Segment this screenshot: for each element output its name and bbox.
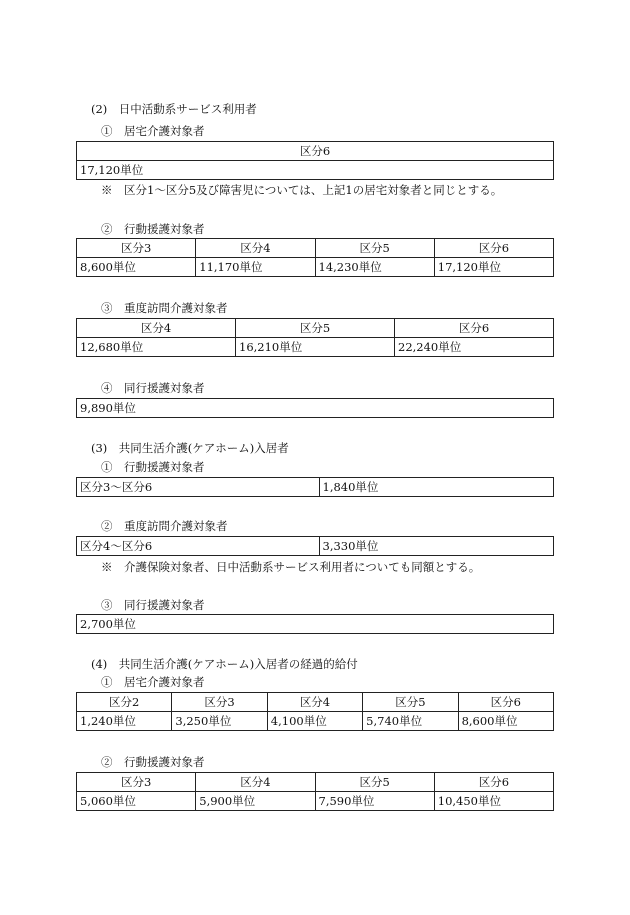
value-cell: 8,600単位 <box>77 258 196 277</box>
value-cell: 17,120単位 <box>434 258 553 277</box>
value-cell: 22,240単位 <box>395 338 554 357</box>
header-cell: 区分3 <box>172 693 267 712</box>
header-cell: 区分4 <box>267 693 362 712</box>
value-cell: 9,890単位 <box>77 399 554 418</box>
value-cell: 12,680単位 <box>77 338 236 357</box>
s2-c-title: ③ 重度訪問介護対象者 <box>101 301 228 315</box>
header-cell: 区分6 <box>395 319 554 338</box>
header-cell: 区分6 <box>434 773 553 792</box>
header-cell: 区分5 <box>315 239 434 258</box>
value-cell: 1,240単位 <box>77 712 172 731</box>
label-cell: 区分4〜区分6 <box>77 537 320 556</box>
s4-b-title: ② 行動援護対象者 <box>101 755 205 769</box>
header-cell: 区分2 <box>77 693 172 712</box>
s4-a-table <box>76 692 554 731</box>
s2-b-table <box>76 238 554 277</box>
value-cell: 8,600単位 <box>458 712 553 731</box>
section-4-heading: (4) 共同生活介護(ケアホーム)入居者の経過的給付 <box>91 657 358 671</box>
header-cell: 区分6 <box>458 693 553 712</box>
s2-c-table <box>76 318 554 357</box>
value-cell: 5,740単位 <box>363 712 458 731</box>
header-cell: 区分5 <box>363 693 458 712</box>
s3-a-title: ① 行動援護対象者 <box>101 460 205 474</box>
label-cell: 区分3〜区分6 <box>77 478 320 497</box>
s4-b-table <box>76 772 554 811</box>
header-cell: 区分5 <box>236 319 395 338</box>
value-cell: 4,100単位 <box>267 712 362 731</box>
value-cell: 17,120単位 <box>77 161 554 180</box>
value-cell: 5,900単位 <box>196 792 315 811</box>
value-cell: 7,590単位 <box>315 792 434 811</box>
value-cell: 5,060単位 <box>77 792 196 811</box>
header-cell: 区分4 <box>196 773 315 792</box>
s2-b-title: ② 行動援護対象者 <box>101 222 205 236</box>
value-cell: 3,250単位 <box>172 712 267 731</box>
header-cell: 区分6 <box>434 239 553 258</box>
header-cell: 区分6 <box>77 142 554 161</box>
s4-a-title: ① 居宅介護対象者 <box>101 675 205 689</box>
section-3-heading: (3) 共同生活介護(ケアホーム)入居者 <box>91 441 289 455</box>
value-cell: 11,170単位 <box>196 258 315 277</box>
s2-a-table <box>76 141 554 180</box>
s3-c-table <box>76 614 554 634</box>
s2-note: ※ 区分1〜区分5及び障害児については、上記1の居宅対象者と同じとする。 <box>101 183 503 197</box>
s3-a-table <box>76 477 554 497</box>
value-cell: 1,840単位 <box>319 478 554 497</box>
value-cell: 16,210単位 <box>236 338 395 357</box>
value-cell: 14,230単位 <box>315 258 434 277</box>
header-cell: 区分4 <box>77 319 236 338</box>
s2-d-table <box>76 398 554 418</box>
header-cell: 区分3 <box>77 239 196 258</box>
value-cell: 3,330単位 <box>319 537 554 556</box>
section-2-heading: (2) 日中活動系サービス利用者 <box>91 102 257 116</box>
value-cell: 2,700単位 <box>77 615 554 634</box>
s3-b-title: ② 重度訪問介護対象者 <box>101 519 228 533</box>
header-cell: 区分5 <box>315 773 434 792</box>
header-cell: 区分3 <box>77 773 196 792</box>
s3-note: ※ 介護保険対象者、日中活動系サービス利用者についても同額とする。 <box>101 560 481 574</box>
s2-a-title: ① 居宅介護対象者 <box>101 124 205 138</box>
s2-d-title: ④ 同行援護対象者 <box>101 381 205 395</box>
header-cell: 区分4 <box>196 239 315 258</box>
s3-c-title: ③ 同行援護対象者 <box>101 598 205 612</box>
value-cell: 10,450単位 <box>434 792 553 811</box>
s3-b-table <box>76 536 554 556</box>
